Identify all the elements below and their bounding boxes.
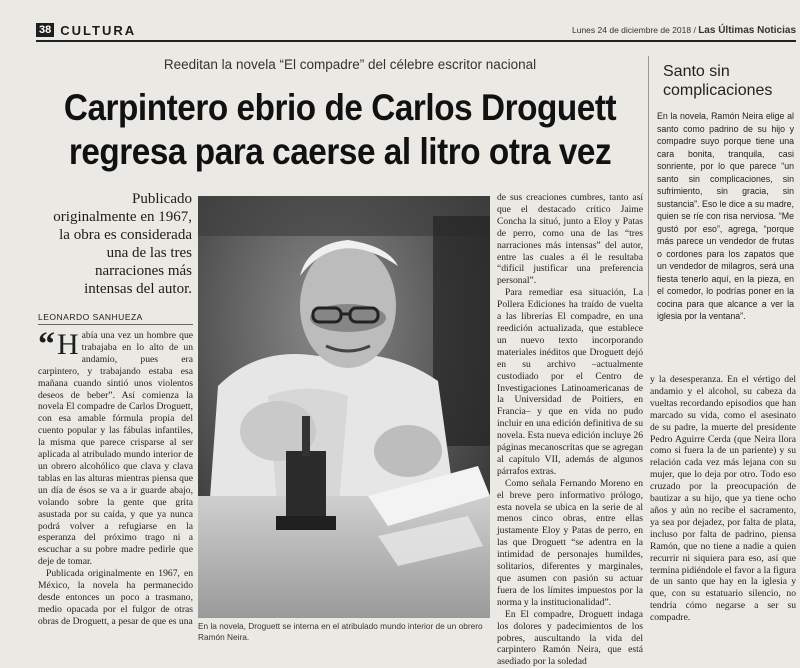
article-column-1 bbox=[38, 326, 193, 652]
column-1-paragraph-2: Publicada originalmente en 1967, en México, la novela ha permanecido desde entonces un poco a trasmano, medio opacada por el fulgor de otras obras de Droguett, a pesar de que es una bbox=[38, 568, 193, 627]
photo-caption: En la novela, Droguett se interna en el atribulado mundo interior de un obrero Ramón Neira. bbox=[198, 621, 483, 642]
page-number: 38 bbox=[36, 23, 54, 37]
headline-line-1: Carpintero ebrio de Carlos Droguett bbox=[63, 87, 617, 128]
article-kicker: Reeditan la novela “El compadre” del célebre escritor nacional bbox=[163, 57, 537, 72]
drop-cap: H bbox=[57, 328, 79, 361]
sidebar-body: En la novela, Ramón Neira elige al santo como padrino de su hijo y compadre suyo porque tiene una cara bonita, tranquila, casi sonriente, por lo que parece “un santo sin complicaciones, sin sufrimiento, sin gracia, sin sustancia”. Eso le dice a su madre, quien se ríe con risa nerviosa. “Me gustó por eso”, agrega, “porque más parece un vendedor de frutas o cordones para los zapatos que un vendedor de milagros, será una fiesta tenerlo aquí, en la pieza, en el comedor, lo podrías poner en la cocina para que alcance a ver la iglesia por la ventana”. bbox=[657, 111, 794, 321]
author-photo bbox=[198, 196, 490, 618]
author-photo-image bbox=[198, 196, 490, 618]
article-column-3 bbox=[650, 374, 796, 624]
issue-date: Lunes 24 de diciembre de 2018 / bbox=[572, 24, 696, 35]
sidebar-title: Santo sin complicaciones bbox=[663, 63, 773, 99]
article-column-2 bbox=[497, 192, 643, 668]
sidebar-box bbox=[648, 56, 798, 321]
opening-quote-mark: “ bbox=[38, 326, 55, 363]
newspaper-name: Las Últimas Noticias bbox=[698, 24, 796, 36]
column-2-paragraph-1: de sus creaciones cumbres, tanto así que el destacado crítico Jaime Concha la situó, junto a Eloy y Patas de perro, como una de las “tres narraciones más intensas” del autor, entre las cuales a él le resultaba “difícil justificar una preferencia personal”. bbox=[497, 192, 643, 287]
headline-line-2: regresa para caerse al litro otra vez bbox=[68, 131, 612, 172]
article-deck: Publicado originalmente en 1967, la obra es considerada una de las tres narraciones más intensas del autor. bbox=[53, 191, 192, 297]
section-name: CULTURA bbox=[60, 22, 137, 38]
column-2-paragraph-3: Como señala Fernando Moreno en el breve pero informativo prólogo, esta novela se ubica en la serie de al menos cinco obras, entre ellas justamente Eloy y Patas de perro, en las que Droguett “se adentra en la intimidad de personajes humildes, solitarios, diferentes y marginales, que asumen con pasión su actuar fuera de los límites impuestos por la norma y la institucionalidad”. bbox=[497, 477, 643, 608]
column-1-text-1: abía una vez un hombre que trabajaba en lo alto de un andamio, pues era carpintero, y trabajando estaba esa mañana cuando sintió unos violentos deseos de beber”. Así comienza la novela El compadre de Carlos Droguett, con esa amable fórmula propia del cuento popular y las fábulas infantiles, la misma que parece crisparse al ser aplicada al atribulado mundo interior de un obrero alcohólico que clava y clava tablas en las alturas mientras piensa que un día de ésos se va a ir guarde abajo, volando sobre la gente que grita asustada por su caída, y que ya nunca podrá volver a refugiarse en la esperanza del próximo trago ni a escuchar a su pobre madre pedirle que deje de tomar. bbox=[38, 330, 193, 568]
dateline bbox=[572, 25, 796, 36]
newspaper-header bbox=[36, 20, 796, 42]
article-byline: LEONARDO SANHUEZA bbox=[38, 312, 193, 325]
column-2-paragraph-4: En El compadre, Droguett indaga los dolores y padecimientos de los pobres, auscultando la vida del carpintero Ramón Neira, que está asediado por la soledad bbox=[497, 608, 643, 668]
column-2-paragraph-2: Para remediar esa situación, La Pollera Ediciones ha traído de vuelta a las librerías El compadre, en una reedición actualizada, que establece un nuevo texto incorporando materiales inéditos que Droguett dejó en su archivo –actualmente custodiado por el Centro de Investigaciones Latinoamericanas de la Universidad de Poitiers, en Francia– y que en vida no pudo incluir en una edición definitiva de su novela. Esta nueva edición incluye 26 páginas mecanoscritas que se agregan al capítulo VII, además de algunos párrafos extras. bbox=[497, 287, 643, 477]
column-3-paragraph-1: y la desesperanza. En el vértigo del andamio y el alcohol, su cabeza da vueltas recordando episodios que han marcado su vida, como el asesinato de su padre, la muerte del presidente Pedro Aguirre Cerda (que Neira llora como si fuera la de un pariente) y su relación cada vez más lejana con su mujer, que lo deja por otro. Todo eso cruzado por la preocupación de bautizar a su hijo, que ya tiene ocho años y aún no recibe el sacramento, ya sea por dejadez, por falta de plata, incluso por falta de padrino, piensa Ramón, que no tiene a nadie a quien recurrir ni siquiera para eso, así que termina pidiéndole el favor a la figura de un santo que hay en la iglesia y que, con su estatuario silencio, no tendría cómo negarse a ser su compadre. bbox=[650, 374, 796, 624]
column-1-paragraph-1 bbox=[38, 326, 193, 568]
article-headline bbox=[61, 86, 619, 174]
